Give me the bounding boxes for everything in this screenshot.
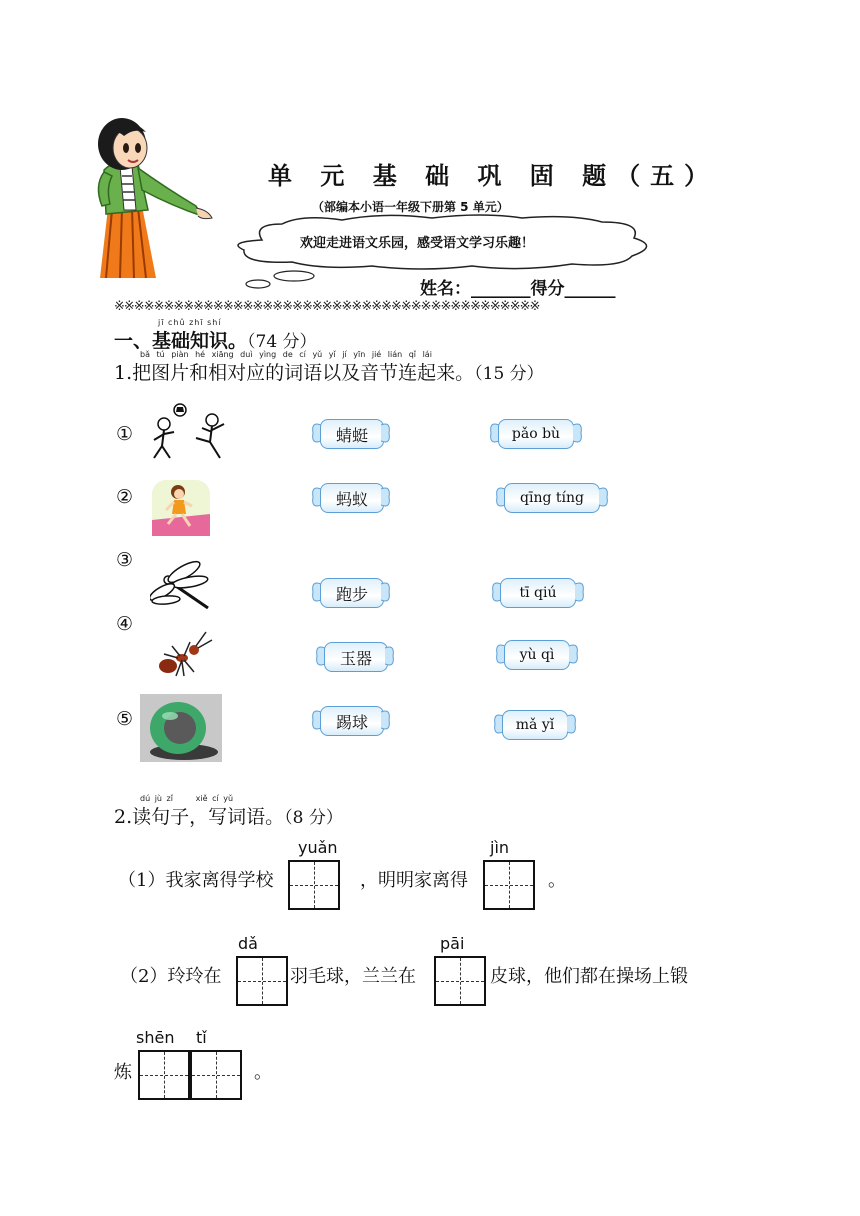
pinyin-hint: tǐ [196,1028,207,1047]
writing-grid[interactable] [434,956,486,1006]
item-number: ③ [116,549,134,571]
word-card-label: 玉器 [324,642,388,672]
q1-pinyin: bǎ tú piàn hé xiāng duì yìng de cí yǔ yǐ jí yīn jié lián qǐ lái [140,350,432,359]
syllable-card[interactable] [492,708,578,740]
pinyin-hint: dǎ [238,934,258,953]
cloud-greeting: 欢迎走进语文乐园，感受语文学习乐趣！ [300,236,535,251]
word-card[interactable] [310,704,392,736]
syllable-card-label: yù qì [504,640,570,670]
kids-kicking-ball-image [150,402,234,462]
sentence1-part2: ，明明家离得 [360,870,468,891]
sentence3-end: 。 [254,1062,272,1083]
syllable-card[interactable] [488,417,584,449]
syllable-card-label: mǎ yǐ [502,710,568,740]
writing-grid[interactable] [236,956,288,1006]
syllable-card[interactable] [494,638,580,670]
item-number: ① [116,423,134,445]
q2-label: 2.读句子，写词语。 [114,806,285,828]
item-number: ④ [116,613,134,635]
writing-grid[interactable] [483,860,535,910]
q2-score: （8 分） [284,808,343,828]
writing-grid[interactable] [288,860,340,910]
word-card-label: 蜻蜓 [320,419,384,449]
word-card-label: 踢球 [320,706,384,736]
ant-image [154,626,216,678]
syllable-card-label: qīng tíng [504,483,600,513]
word-card[interactable] [314,640,396,672]
sentence3-part1: 炼 [114,1062,132,1083]
syllable-card-label: pǎo bù [498,419,574,449]
word-card[interactable] [310,417,392,449]
sentence1-end: 。 [548,870,566,891]
star-divider: ※※※※※※※※※※※※※※※※※※※※※※※※※※※※※※※※※※※※※※※※※※※ [114,299,540,314]
page-title: 单 元 基 础 巩 固 题（五） [268,162,719,190]
section1-label: 一、基础知识。 [114,330,248,352]
item-number: ⑤ [116,708,134,730]
page-subtitle: （部编本小语一年级下册第 5 单元） [312,200,509,214]
q1-score: （15 分） [474,364,544,384]
syllable-card-label: tī qiú [500,578,576,608]
q1-heading [114,358,544,385]
running-girl-image [152,480,210,536]
jade-bracelet-image [140,694,222,762]
section1-score: （74 分） [247,332,317,352]
q2-pinyin: dú jù zǐ xiě cí yǔ [140,794,234,803]
name-label: 姓名： [420,279,471,299]
syllable-card[interactable] [490,576,586,608]
sentence2-part1: （2）玲玲在 [120,966,222,987]
girl-illustration [76,110,218,278]
name-blank[interactable]: _______ [471,279,531,299]
section1-pinyin: jī chǔ zhī shí [158,318,222,327]
pinyin-hint: pāi [440,934,465,953]
pinyin-hint: shēn [136,1028,175,1047]
name-score-bar [420,274,616,299]
sentence2-part3: 皮球，他们都在操场上锻 [490,966,688,987]
item-number: ② [116,486,134,508]
pinyin-hint: yuǎn [298,838,338,857]
sentence1-part1: （1）我家离得学校 [118,870,274,891]
word-card[interactable] [310,576,392,608]
pinyin-hint: jìn [490,838,510,857]
q2-heading [114,802,343,829]
word-card-label: 跑步 [320,578,384,608]
word-card-label: 蚂蚁 [320,483,384,513]
syllable-card[interactable] [494,481,610,513]
dragonfly-image [150,560,212,612]
score-label: 得分 [530,279,565,299]
writing-grid[interactable] [138,1050,190,1100]
q1-label: 1.把图片和相对应的词语以及音节连起来。 [114,362,475,384]
score-blank[interactable]: ______ [564,279,616,299]
sentence2-part2: 羽毛球，兰兰在 [290,966,416,987]
word-card[interactable] [310,481,392,513]
writing-grid[interactable] [190,1050,242,1100]
section1-heading [114,326,317,353]
